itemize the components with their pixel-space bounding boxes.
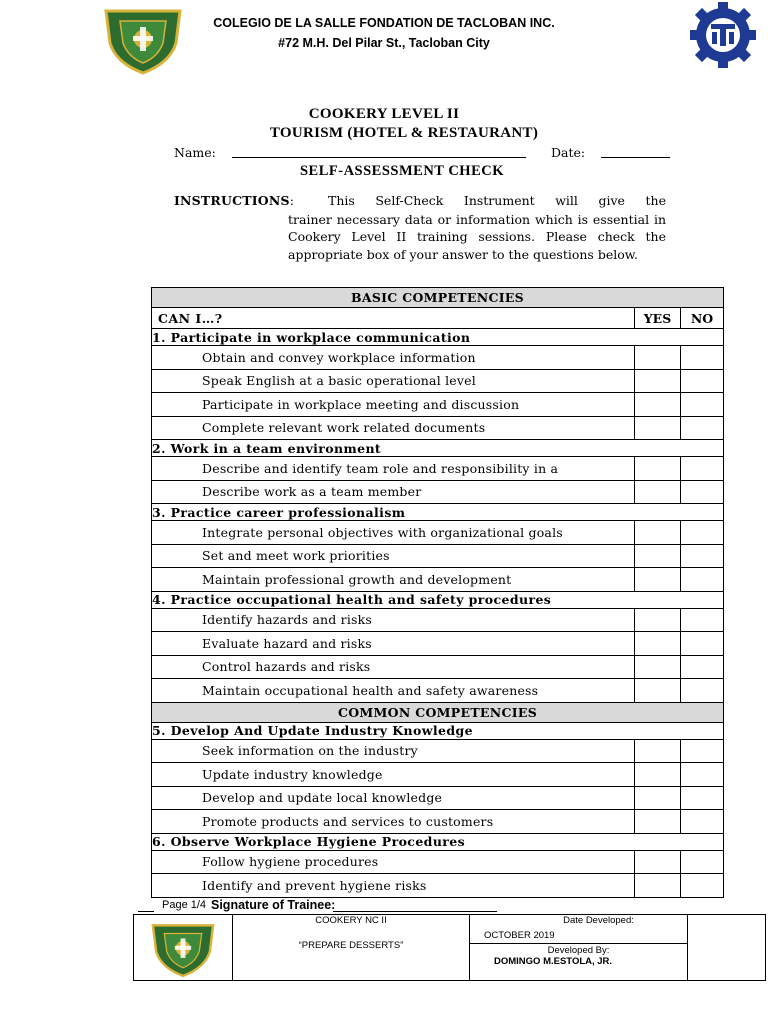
school-logo-icon bbox=[148, 919, 218, 979]
yes-checkbox[interactable] bbox=[635, 739, 681, 763]
no-checkbox[interactable] bbox=[681, 763, 724, 787]
table-row bbox=[152, 521, 724, 545]
no-checkbox[interactable] bbox=[681, 568, 724, 592]
table-row bbox=[152, 346, 724, 370]
no-checkbox[interactable] bbox=[681, 810, 724, 834]
table-row bbox=[152, 568, 724, 592]
no-checkbox[interactable] bbox=[681, 457, 724, 481]
yes-checkbox[interactable] bbox=[635, 763, 681, 787]
date-field[interactable] bbox=[601, 157, 670, 158]
school-name: COLEGIO DE LA SALLE FONDATION DE TACLOBAN INC. bbox=[213, 16, 555, 30]
table-row bbox=[152, 608, 724, 632]
competency-group-title: 5. Develop And Update Industry Knowledge bbox=[152, 722, 724, 739]
program-title: TOURISM (HOTEL & RESTAURANT) bbox=[269, 125, 539, 141]
table-row bbox=[152, 786, 724, 810]
table-row bbox=[152, 655, 724, 679]
yes-checkbox[interactable] bbox=[635, 416, 681, 440]
competency-item: Update industry knowledge bbox=[152, 763, 635, 787]
instructions-first-line: This Self-Check Instrument will give the bbox=[328, 193, 666, 208]
no-checkbox[interactable] bbox=[681, 655, 724, 679]
signature-field[interactable] bbox=[333, 911, 497, 912]
form-title: SELF-ASSESSMENT CHECK bbox=[299, 163, 505, 179]
no-checkbox[interactable] bbox=[681, 850, 724, 874]
name-label: Name: bbox=[174, 145, 216, 160]
table-row bbox=[152, 763, 724, 787]
signature-label: Signature of Trainee: bbox=[211, 898, 336, 912]
yes-header: YES bbox=[635, 308, 681, 329]
no-checkbox[interactable] bbox=[681, 632, 724, 656]
group-row bbox=[152, 833, 724, 850]
competency-item: Seek information on the industry bbox=[152, 739, 635, 763]
no-checkbox[interactable] bbox=[681, 544, 724, 568]
table-row bbox=[152, 393, 724, 417]
competency-group-title: 2. Work in a team environment bbox=[152, 440, 724, 457]
can-i-header: CAN I…? bbox=[152, 308, 635, 329]
school-address: #72 M.H. Del Pilar St., Tacloban City bbox=[278, 36, 490, 50]
yes-checkbox[interactable] bbox=[635, 632, 681, 656]
table-row bbox=[152, 632, 724, 656]
competency-item: Identify hazards and risks bbox=[152, 608, 635, 632]
instructions-label: INSTRUCTIONS: bbox=[174, 193, 295, 208]
yes-checkbox[interactable] bbox=[635, 544, 681, 568]
yes-checkbox[interactable] bbox=[635, 874, 681, 898]
yes-checkbox[interactable] bbox=[635, 810, 681, 834]
no-checkbox[interactable] bbox=[681, 679, 724, 703]
table-row bbox=[152, 874, 724, 898]
table-row bbox=[152, 739, 724, 763]
common-competencies-band: COMMON COMPETENCIES bbox=[152, 702, 724, 722]
instructions-text: trainer necessary data or information which is essential in Cookery Level II training sessions. Please check the appropriate box of your answer to the questions below. bbox=[288, 211, 666, 262]
page-rule bbox=[138, 911, 154, 912]
no-checkbox[interactable] bbox=[681, 608, 724, 632]
basic-competencies-band: BASIC COMPETENCIES bbox=[152, 288, 724, 308]
table-row bbox=[152, 416, 724, 440]
table-row bbox=[152, 457, 724, 481]
competency-item: Describe work as a team member bbox=[152, 480, 635, 504]
yes-checkbox[interactable] bbox=[635, 480, 681, 504]
table-row bbox=[152, 679, 724, 703]
competency-item: Integrate personal objectives with organizational goals bbox=[152, 521, 635, 545]
date-developed: OCTOBER 2019 bbox=[484, 930, 555, 941]
competency-group-title: 3. Practice career professionalism bbox=[152, 504, 724, 521]
competency-item: Complete relevant work related documents bbox=[152, 416, 635, 440]
page-number: Page 1/4 bbox=[162, 899, 207, 911]
table-row bbox=[152, 544, 724, 568]
footer-logo-cell bbox=[134, 915, 233, 981]
date-label: Date: bbox=[551, 145, 586, 160]
table-row bbox=[152, 480, 724, 504]
name-field[interactable] bbox=[232, 157, 526, 158]
no-checkbox[interactable] bbox=[681, 874, 724, 898]
competency-table bbox=[151, 287, 724, 898]
table-row bbox=[152, 810, 724, 834]
module-title: “PREPARE DESSERTS” bbox=[298, 940, 404, 951]
group-row bbox=[152, 722, 724, 739]
competency-item: Set and meet work priorities bbox=[152, 544, 635, 568]
group-row bbox=[152, 504, 724, 521]
competency-item: Describe and identify team role and responsibility in a bbox=[152, 457, 635, 481]
no-checkbox[interactable] bbox=[681, 393, 724, 417]
yes-checkbox[interactable] bbox=[635, 568, 681, 592]
qualification: COOKERY NC II bbox=[315, 915, 387, 926]
yes-checkbox[interactable] bbox=[635, 679, 681, 703]
yes-checkbox[interactable] bbox=[635, 521, 681, 545]
no-checkbox[interactable] bbox=[681, 521, 724, 545]
yes-checkbox[interactable] bbox=[635, 786, 681, 810]
no-checkbox[interactable] bbox=[681, 786, 724, 810]
yes-checkbox[interactable] bbox=[635, 369, 681, 393]
yes-checkbox[interactable] bbox=[635, 457, 681, 481]
competency-item: Evaluate hazard and risks bbox=[152, 632, 635, 656]
competency-item: Participate in workplace meeting and discussion bbox=[152, 393, 635, 417]
no-checkbox[interactable] bbox=[681, 346, 724, 370]
developer-name: DOMINGO M.ESTOLA, JR. bbox=[494, 956, 613, 967]
competency-item: Control hazards and risks bbox=[152, 655, 635, 679]
competency-group-title: 1. Participate in workplace communication bbox=[152, 329, 724, 346]
competency-item: Maintain occupational health and safety awareness bbox=[152, 679, 635, 703]
no-checkbox[interactable] bbox=[681, 739, 724, 763]
competency-item: Maintain professional growth and development bbox=[152, 568, 635, 592]
footer-table bbox=[133, 914, 766, 981]
competency-item: Obtain and convey workplace information bbox=[152, 346, 635, 370]
table-row bbox=[152, 850, 724, 874]
competency-group-title: 4. Practice occupational health and safety procedures bbox=[152, 591, 724, 608]
competency-group-title: 6. Observe Workplace Hygiene Procedures bbox=[152, 833, 724, 850]
tesda-logo-icon bbox=[684, 2, 762, 68]
no-checkbox[interactable] bbox=[681, 369, 724, 393]
no-checkbox[interactable] bbox=[681, 480, 724, 504]
yes-checkbox[interactable] bbox=[635, 608, 681, 632]
no-header: NO bbox=[681, 308, 724, 329]
yes-checkbox[interactable] bbox=[635, 393, 681, 417]
table-row bbox=[152, 369, 724, 393]
yes-checkbox[interactable] bbox=[635, 850, 681, 874]
competency-item: Develop and update local knowledge bbox=[152, 786, 635, 810]
date-developed-label: Date Developed: bbox=[563, 915, 634, 926]
competency-item: Promote products and services to customers bbox=[152, 810, 635, 834]
no-checkbox[interactable] bbox=[681, 416, 724, 440]
footer-blank-cell bbox=[688, 915, 766, 981]
group-row bbox=[152, 591, 724, 608]
yes-checkbox[interactable] bbox=[635, 346, 681, 370]
course-title: COOKERY LEVEL II bbox=[308, 106, 460, 122]
yes-checkbox[interactable] bbox=[635, 655, 681, 679]
competency-item: Follow hygiene procedures bbox=[152, 850, 635, 874]
group-row bbox=[152, 440, 724, 457]
developed-by-label: Developed By: bbox=[547, 945, 610, 956]
footer-module-cell bbox=[233, 915, 470, 981]
competency-item: Identify and prevent hygiene risks bbox=[152, 874, 635, 898]
competency-item: Speak English at a basic operational level bbox=[152, 369, 635, 393]
footer-dev-cell bbox=[470, 915, 688, 981]
group-row bbox=[152, 329, 724, 346]
